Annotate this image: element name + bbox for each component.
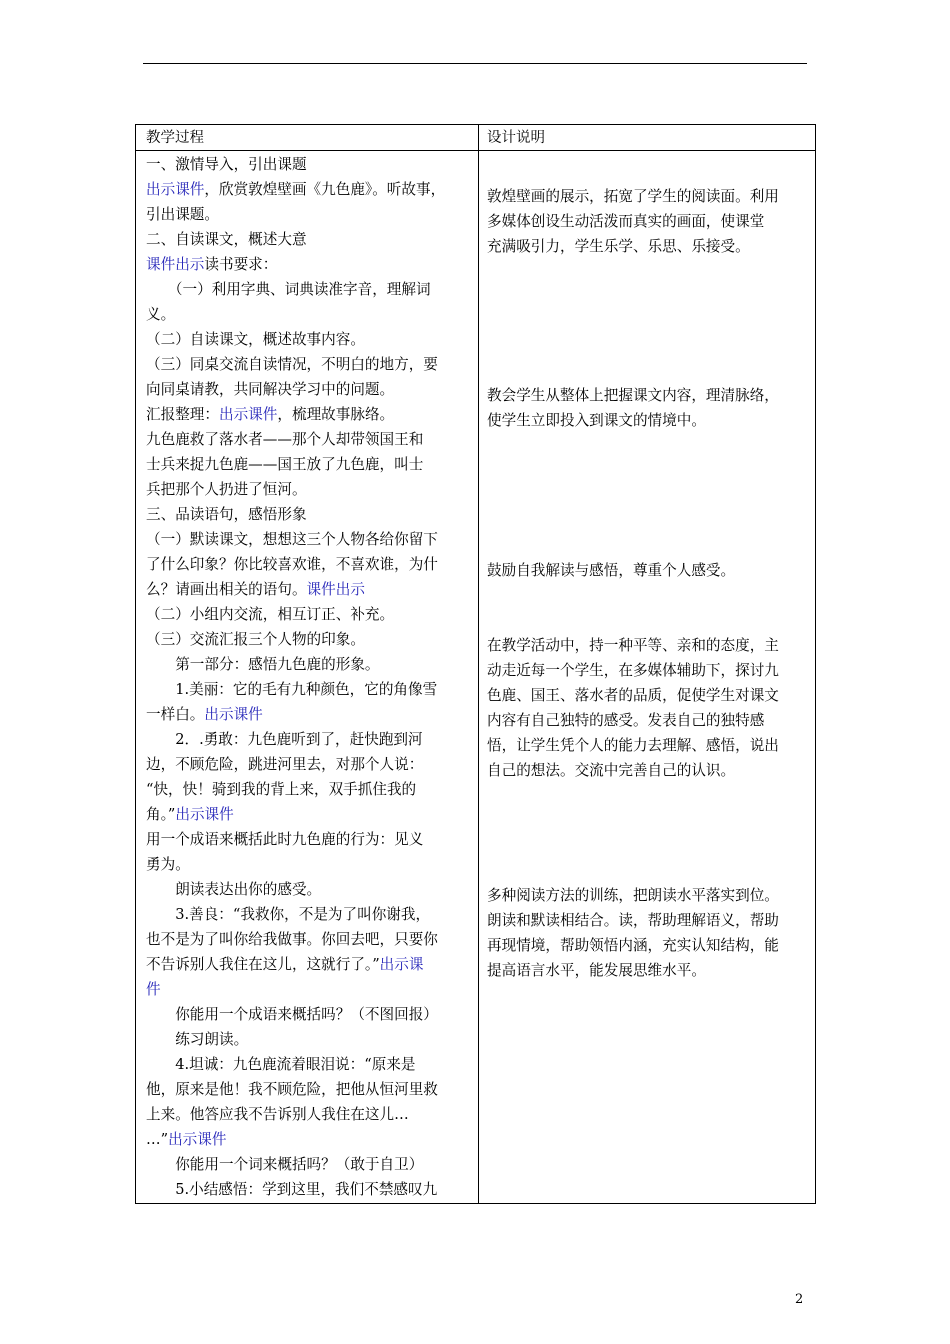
process-text: （一）利用字典、词典读准字音，理解词 [146, 281, 431, 298]
process-line [146, 806, 234, 824]
process-text: 你能用一个成语来概括吗？（不图回报） [146, 1006, 438, 1023]
process-text: 第一部分：感悟九色鹿的形象。 [146, 656, 380, 673]
process-text: 汇报整理： [146, 406, 219, 423]
process-line [146, 856, 190, 874]
process-text: 4.坦诚：九色鹿流着眼泪说：“原来是 [146, 1056, 416, 1073]
process-text: 读书要求： [204, 256, 278, 273]
process-text: 角。” [146, 806, 176, 823]
process-line [146, 906, 430, 924]
process-text: 1.美丽：它的毛有九种颜色，它的角像雪 [146, 681, 438, 698]
process-line [146, 606, 394, 624]
header-rule [143, 63, 807, 64]
header-teaching-process: 教学过程 [146, 130, 204, 146]
design-note-line: 敦煌壁画的展示，拓宽了学生的阅读面。利用 [487, 188, 779, 205]
design-note-line: 悟，让学生凭个人的能力去理解、感悟，说出 [487, 737, 779, 754]
process-line [146, 681, 437, 699]
process-line [146, 1006, 438, 1024]
process-line [146, 306, 175, 324]
design-note-line: 再现情境，帮助领悟内涵，充实认知结构，能 [487, 937, 779, 954]
process-text: 么？请画出相关的语句。 [146, 581, 307, 598]
header-design-notes: 设计说明 [487, 130, 545, 146]
process-text: 不告诉别人我住在这儿，这就行了。” [146, 956, 380, 973]
page-number: 2 [795, 1292, 804, 1307]
process-text: 用一个成语来概括此时九色鹿的行为：见义 [146, 831, 424, 848]
process-line [146, 1081, 438, 1099]
process-text: 三、品读语句，感悟形象 [146, 506, 307, 523]
process-text: 上来。他答应我不告诉别人我住在这儿… [146, 1106, 409, 1123]
process-line [146, 881, 321, 899]
process-text: 兵把那个人扔进了恒河。 [146, 481, 307, 498]
process-line [146, 481, 307, 499]
process-text: …” [146, 1131, 169, 1148]
process-text: （二）自读课文，概述故事内容。 [146, 331, 365, 348]
process-line [146, 931, 438, 949]
process-text: “快，快！骑到我的背上来，双手抓住我的 [146, 781, 417, 798]
process-line [146, 406, 394, 424]
process-line [146, 1156, 423, 1174]
process-line [146, 1056, 415, 1074]
lesson-plan-table [135, 124, 816, 1204]
process-line [146, 231, 307, 249]
design-note-line: 使学生立即投入到课文的情境中。 [487, 412, 706, 429]
process-line [146, 781, 416, 799]
design-note-line: 提高语言水平，能发展思维水平。 [487, 962, 706, 979]
courseware-highlight: 课件出示 [306, 581, 365, 598]
process-text: 一、激情导入，引出课题 [146, 156, 307, 173]
process-line [146, 181, 445, 199]
design-note-line: 鼓励自我解读与感悟，尊重个人感受。 [487, 562, 736, 579]
process-text: 向同桌请教，共同解决学习中的问题。 [146, 381, 395, 398]
process-line [146, 1106, 409, 1124]
process-text: 也不是为了叫你给我做事。你回去吧，只要你 [146, 931, 438, 948]
process-line [146, 1031, 248, 1049]
design-note-line: 色鹿、国王、落水者的品质，促使学生对课文 [487, 687, 779, 704]
process-line [146, 281, 431, 299]
process-line [146, 631, 365, 649]
courseware-highlight: 出示课件 [146, 181, 205, 198]
process-line [146, 656, 380, 674]
process-line [146, 331, 365, 349]
process-text: 九色鹿救了落水者——那个人却带领国王和 [146, 431, 424, 448]
process-line [146, 1131, 226, 1149]
design-note-line: 朗读和默读相结合。读，帮助理解语义，帮助 [487, 912, 779, 929]
design-note-line: 内容有自己独特的感受。发表自己的独特感 [487, 712, 765, 729]
process-line [146, 431, 423, 449]
process-line [146, 531, 438, 549]
process-line [146, 831, 423, 849]
courseware-highlight: 出示课 [379, 956, 424, 973]
design-note-line: 动走近每一个学生，在多媒体辅助下，探讨九 [487, 662, 779, 679]
courseware-highlight: 出示课件 [204, 706, 263, 723]
process-line [146, 506, 307, 524]
courseware-highlight: 出示课件 [218, 406, 278, 423]
design-note-line: 在教学活动中，持一种平等、亲和的态度，主 [487, 637, 779, 654]
courseware-highlight: 件 [146, 981, 161, 998]
process-line [146, 1181, 437, 1199]
process-text: （三）交流汇报三个人物的印象。 [146, 631, 365, 648]
process-text: 3.善良：“我救你，不是为了叫你谢我， [146, 906, 431, 923]
process-text: 练习朗读。 [146, 1031, 249, 1048]
process-line [146, 156, 307, 174]
process-line [146, 756, 423, 774]
process-text: 一样白。 [146, 706, 205, 723]
process-line [146, 956, 423, 974]
header-divider [136, 150, 815, 151]
process-line [146, 206, 219, 224]
process-text: ，梳理故事脉络。 [277, 406, 395, 423]
courseware-highlight: 课件出示 [146, 256, 205, 273]
process-text: 引出课题。 [146, 206, 219, 223]
courseware-highlight: 出示课件 [175, 806, 234, 823]
design-note-line: 自己的想法。交流中完善自己的认识。 [487, 762, 736, 779]
design-note-line: 教会学生从整体上把握课文内容，理清脉络， [487, 387, 779, 404]
process-line [146, 381, 394, 399]
process-line [146, 981, 161, 999]
process-text: （三）同桌交流自读情况，不明白的地方，要 [146, 356, 438, 373]
process-line [146, 731, 423, 749]
process-line [146, 456, 423, 474]
process-text: 士兵来捉九色鹿——国王放了九色鹿，叫士 [146, 456, 424, 473]
process-text: 朗读表达出你的感受。 [146, 881, 322, 898]
process-line [146, 556, 438, 574]
design-note-line: 充满吸引力，学生乐学、乐思、乐接受。 [487, 238, 750, 255]
process-text: （二）小组内交流，相互订正、补充。 [146, 606, 395, 623]
process-line [146, 356, 438, 374]
courseware-highlight: 出示课件 [168, 1131, 227, 1148]
process-line [146, 706, 263, 724]
process-text: ，欣赏敦煌壁画《九色鹿》。听故事， [204, 181, 446, 198]
process-text: 边，不顾危险，跳进河里去，对那个人说： [146, 756, 424, 773]
process-line [146, 256, 277, 274]
process-text: 你能用一个词来概括吗？（敢于自卫） [146, 1156, 424, 1173]
design-note-line: 多媒体创设生动活泼而真实的画面，使课堂 [487, 213, 765, 230]
process-text: 5.小结感悟：学到这里，我们不禁感叹九 [146, 1181, 438, 1198]
process-text: 义。 [146, 306, 176, 323]
process-text: （一）默读课文，想想这三个人物各给你留下 [146, 531, 438, 548]
process-text: 2．.勇敢：九色鹿听到了，赶快跑到河 [146, 731, 423, 748]
design-note-line: 多种阅读方法的训练，把朗读水平落实到位。 [487, 887, 779, 904]
process-line [146, 581, 365, 599]
process-text: 勇为。 [146, 856, 190, 873]
process-text: 他，原来是他！我不顾危险，把他从恒河里救 [146, 1081, 438, 1098]
column-divider [478, 125, 479, 1203]
process-text: 二、自读课文，概述大意 [146, 231, 307, 248]
process-text: 了什么印象？你比较喜欢谁，不喜欢谁，为什 [146, 556, 438, 573]
